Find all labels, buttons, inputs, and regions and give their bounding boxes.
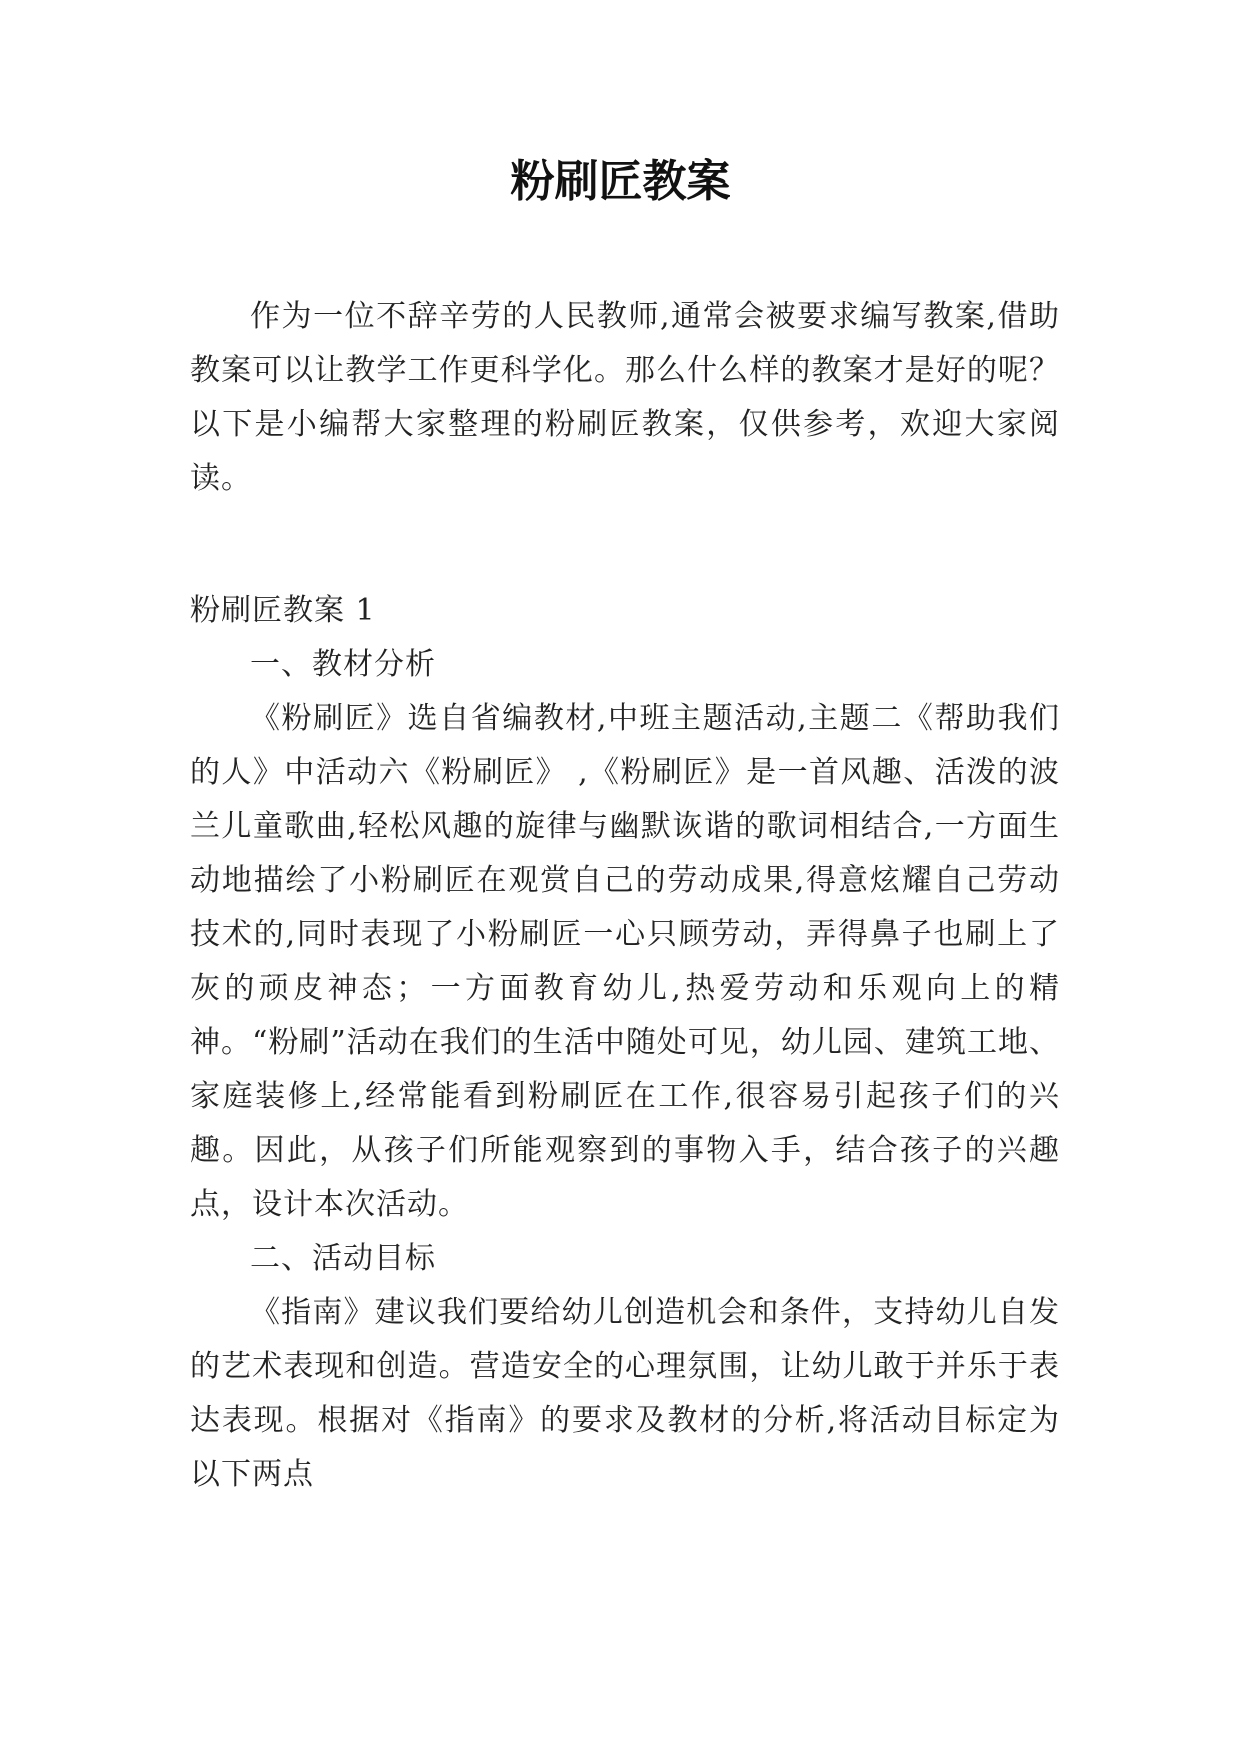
heading-activity-goals: 二、活动目标	[250, 1241, 436, 1276]
heading-material-analysis: 一、教材分析	[250, 647, 436, 682]
document-title: 粉刷匠教案	[510, 156, 731, 207]
paragraph-activity-goals: 《指南》建议我们要给幼儿创造机会和条件，支持幼儿自发的艺术表现和创造。营造安全的心理氛围，让幼儿敢于并乐于表达表现。根据对《指南》的要求及教材的分析,将活动目标定为以下两点	[190, 1295, 1060, 1492]
section-block	[190, 584, 1060, 1502]
intro-block	[190, 290, 1060, 506]
intro-paragraph: 作为一位不辞辛劳的人民教师,通常会被要求编写教案,借助教案可以让教学工作更科学化。那么什么样的教案才是好的呢？以下是小编帮大家整理的粉刷匠教案，仅供参考，欢迎大家阅读。	[190, 299, 1060, 496]
section-title: 粉刷匠教案 1	[190, 593, 376, 628]
paragraph-material-analysis: 《粉刷匠》选自省编教材,中班主题活动,主题二《帮助我们的人》中活动六《粉刷匠》 ,《粉刷匠》是一首风趣、活泼的波兰儿童歌曲,轻松风趣的旋律与幽默诙谐的歌词相结合,一方面生动地描绘了小粉刷匠在观赏自己的劳动成果,得意炫耀自己劳动技术的,同时表现了小粉刷匠一心只顾劳动，弄得鼻子也刷上了灰的顽皮神态；一方面教育幼儿,热爱劳动和乐观向上的精神。“粉刷”活动在我们的生活中随处可见，幼儿园、建筑工地、家庭装修上,经常能看到粉刷匠在工作,很容易引起孩子们的兴趣。因此，从孩子们所能观察到的事物入手，结合孩子的兴趣点，设计本次活动。	[190, 701, 1060, 1222]
